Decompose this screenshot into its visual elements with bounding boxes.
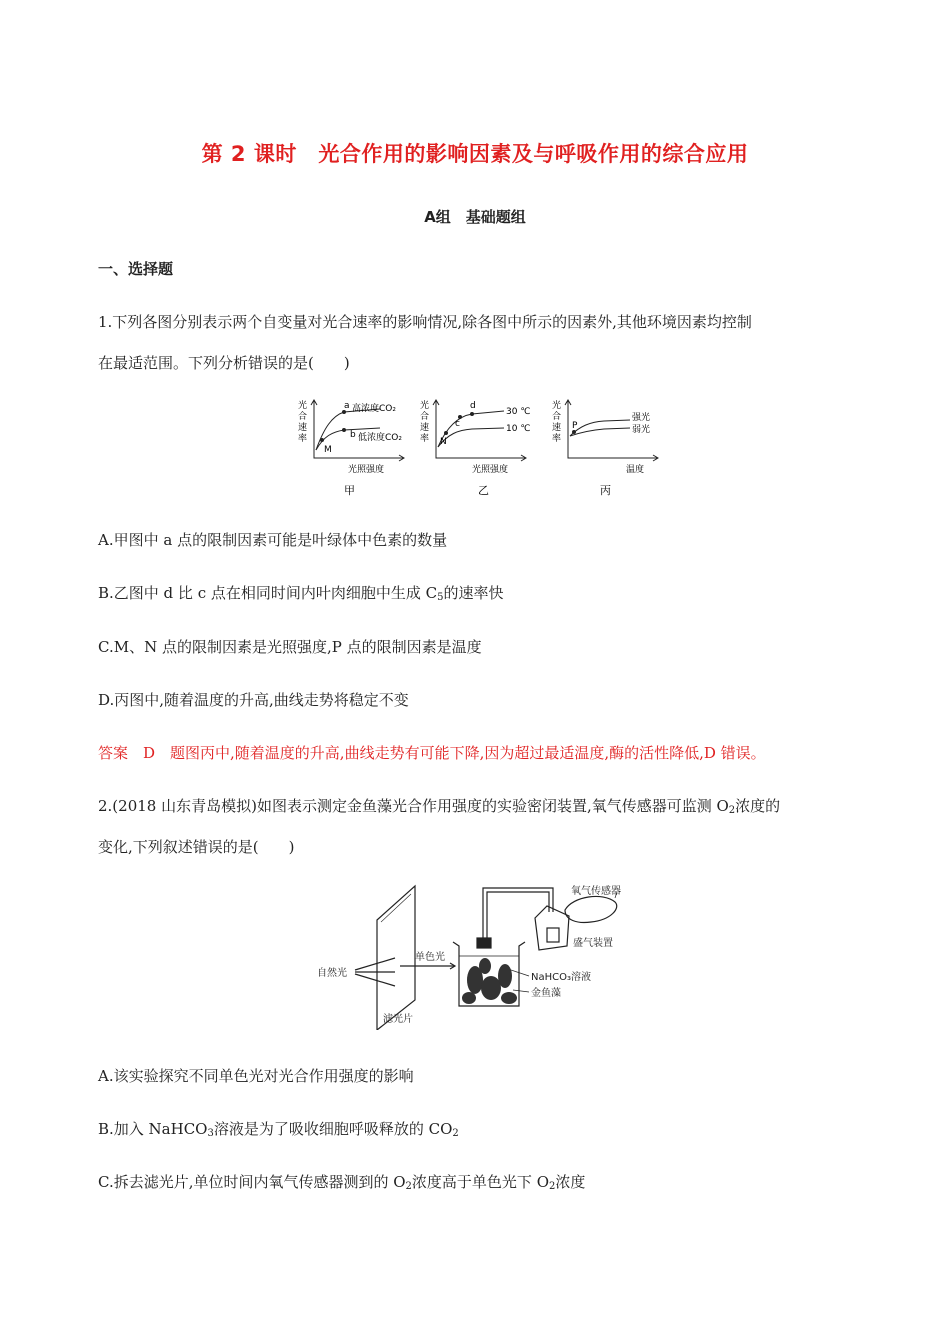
bing-xlabel: 温度 <box>626 465 645 475</box>
jia-label-high: 高浓度CO₂ <box>352 404 396 414</box>
bing-caption: 丙 <box>600 484 611 497</box>
bing-ylabel-2: 合 <box>552 412 562 422</box>
label-device: 盛气装置 <box>573 938 613 949</box>
bing-ylabel-3: 速 <box>552 423 562 433</box>
yi-label-high: 30 ℃ <box>506 407 531 417</box>
yi-point-d <box>470 412 474 416</box>
bing-label-high: 强光 <box>632 413 651 423</box>
oxygen-sensor <box>565 896 617 922</box>
q1-option-b: B.乙图中 d 比 c 点在相同时间内叶肉细胞中生成 $C_5$的速率快 <box>98 584 504 603</box>
arrow-3 <box>355 974 395 986</box>
label-mono-light: 单色光 <box>415 952 445 963</box>
jia-ylabel-3: 速 <box>298 423 308 433</box>
gas-device-inner <box>547 928 559 942</box>
q2-stem-line2: 变化,下列叙述错误的是( ) <box>98 838 295 856</box>
jia-caption: 甲 <box>344 484 355 497</box>
group-heading: A组 基础题组 <box>424 208 526 226</box>
bing-ylabel-1: 光 <box>552 401 562 411</box>
q1-option-c: C.M、N 点的限制因素是光照强度,P 点的限制因素是温度 <box>98 638 482 656</box>
yi-label-c: c <box>455 419 460 429</box>
yi-label-d: d <box>470 401 476 411</box>
bing-label-low: 弱光 <box>632 425 651 435</box>
q1-option-a: A.甲图中 a 点的限制因素可能是叶绿体中色素的数量 <box>98 531 448 549</box>
label-solution: NaHCO₃溶液 <box>531 972 591 983</box>
yi-ylabel-2: 合 <box>420 412 430 422</box>
yi-ylabel-1: 光 <box>420 401 430 411</box>
yi-caption: 乙 <box>478 484 489 497</box>
arrow-1 <box>355 958 395 970</box>
bing-label-p: P <box>572 421 578 431</box>
bing-ylabel-4: 率 <box>552 434 562 444</box>
jia-label-a: a <box>344 401 350 411</box>
jia-label-m: M <box>324 445 332 455</box>
q2-option-b: B.加入 NaHCO$_3$溶液是为了吸收细胞呼吸释放的 $CO_2$ <box>98 1120 459 1139</box>
q2-figure <box>315 880 655 1030</box>
q2-option-a: A.该实验探究不同单色光对光合作用强度的影响 <box>98 1067 414 1085</box>
jia-ylabel-1: 光 <box>298 401 308 411</box>
yi-label-low: 10 ℃ <box>506 424 531 434</box>
jia-xlabel: 光照强度 <box>348 465 385 475</box>
jia-point-b <box>342 428 346 432</box>
yi-xlabel: 光照强度 <box>472 465 509 475</box>
label-natural-light: 自然光 <box>317 968 347 979</box>
jia-ylabel-4: 率 <box>298 434 308 444</box>
jia-label-b: b <box>350 430 356 440</box>
q1-figure <box>292 392 672 502</box>
jia-ylabel-2: 合 <box>298 412 308 422</box>
q1-stem-line2: 在最适范围。下列分析错误的是( ) <box>98 354 350 372</box>
q2-option-c: C.拆去滤光片,单位时间内氧气传感器测到的 $O_2$浓度高于单色光下 $O_2$浓度 <box>98 1173 586 1192</box>
q1-stem-line1: 1.下列各图分别表示两个自变量对光合速率的影响情况,除各图中所示的因素外,其他环境因素均控制 <box>98 313 752 331</box>
label-sensor: 氧气传感器 <box>571 886 621 897</box>
jia-point-m <box>320 438 324 442</box>
q1-answer: 答案 D 题图丙中,随着温度的升高,曲线走势有可能下降,因为超过最适温度,酶的活性降低,D 错误。 <box>98 744 766 762</box>
jia-label-low: 低浓度CO₂ <box>358 433 402 443</box>
goldfish-algae <box>462 958 517 1004</box>
yi-curve-low <box>438 428 504 447</box>
label-plant: 金鱼藻 <box>531 988 561 999</box>
label-filter: 滤光片 <box>383 1014 413 1025</box>
tube <box>483 888 553 938</box>
yi-ylabel-4: 率 <box>420 434 430 444</box>
q2-stem-line1: 2.(2018 山东青岛模拟)如图表示测定金鱼藻光合作用强度的实验密闭装置,氧气传感器可监测 $O_2$浓度的 <box>98 797 781 816</box>
stopper <box>477 938 491 948</box>
page-title: 第 2 课时 光合作用的影响因素及与呼吸作用的综合应用 <box>201 142 749 166</box>
yi-ylabel-3: 速 <box>420 423 430 433</box>
section-heading: 一、选择题 <box>98 260 174 278</box>
yi-label-n: N <box>440 437 447 447</box>
q1-option-d: D.丙图中,随着温度的升高,曲线走势将稳定不变 <box>98 691 409 709</box>
yi-point-n <box>444 431 448 435</box>
